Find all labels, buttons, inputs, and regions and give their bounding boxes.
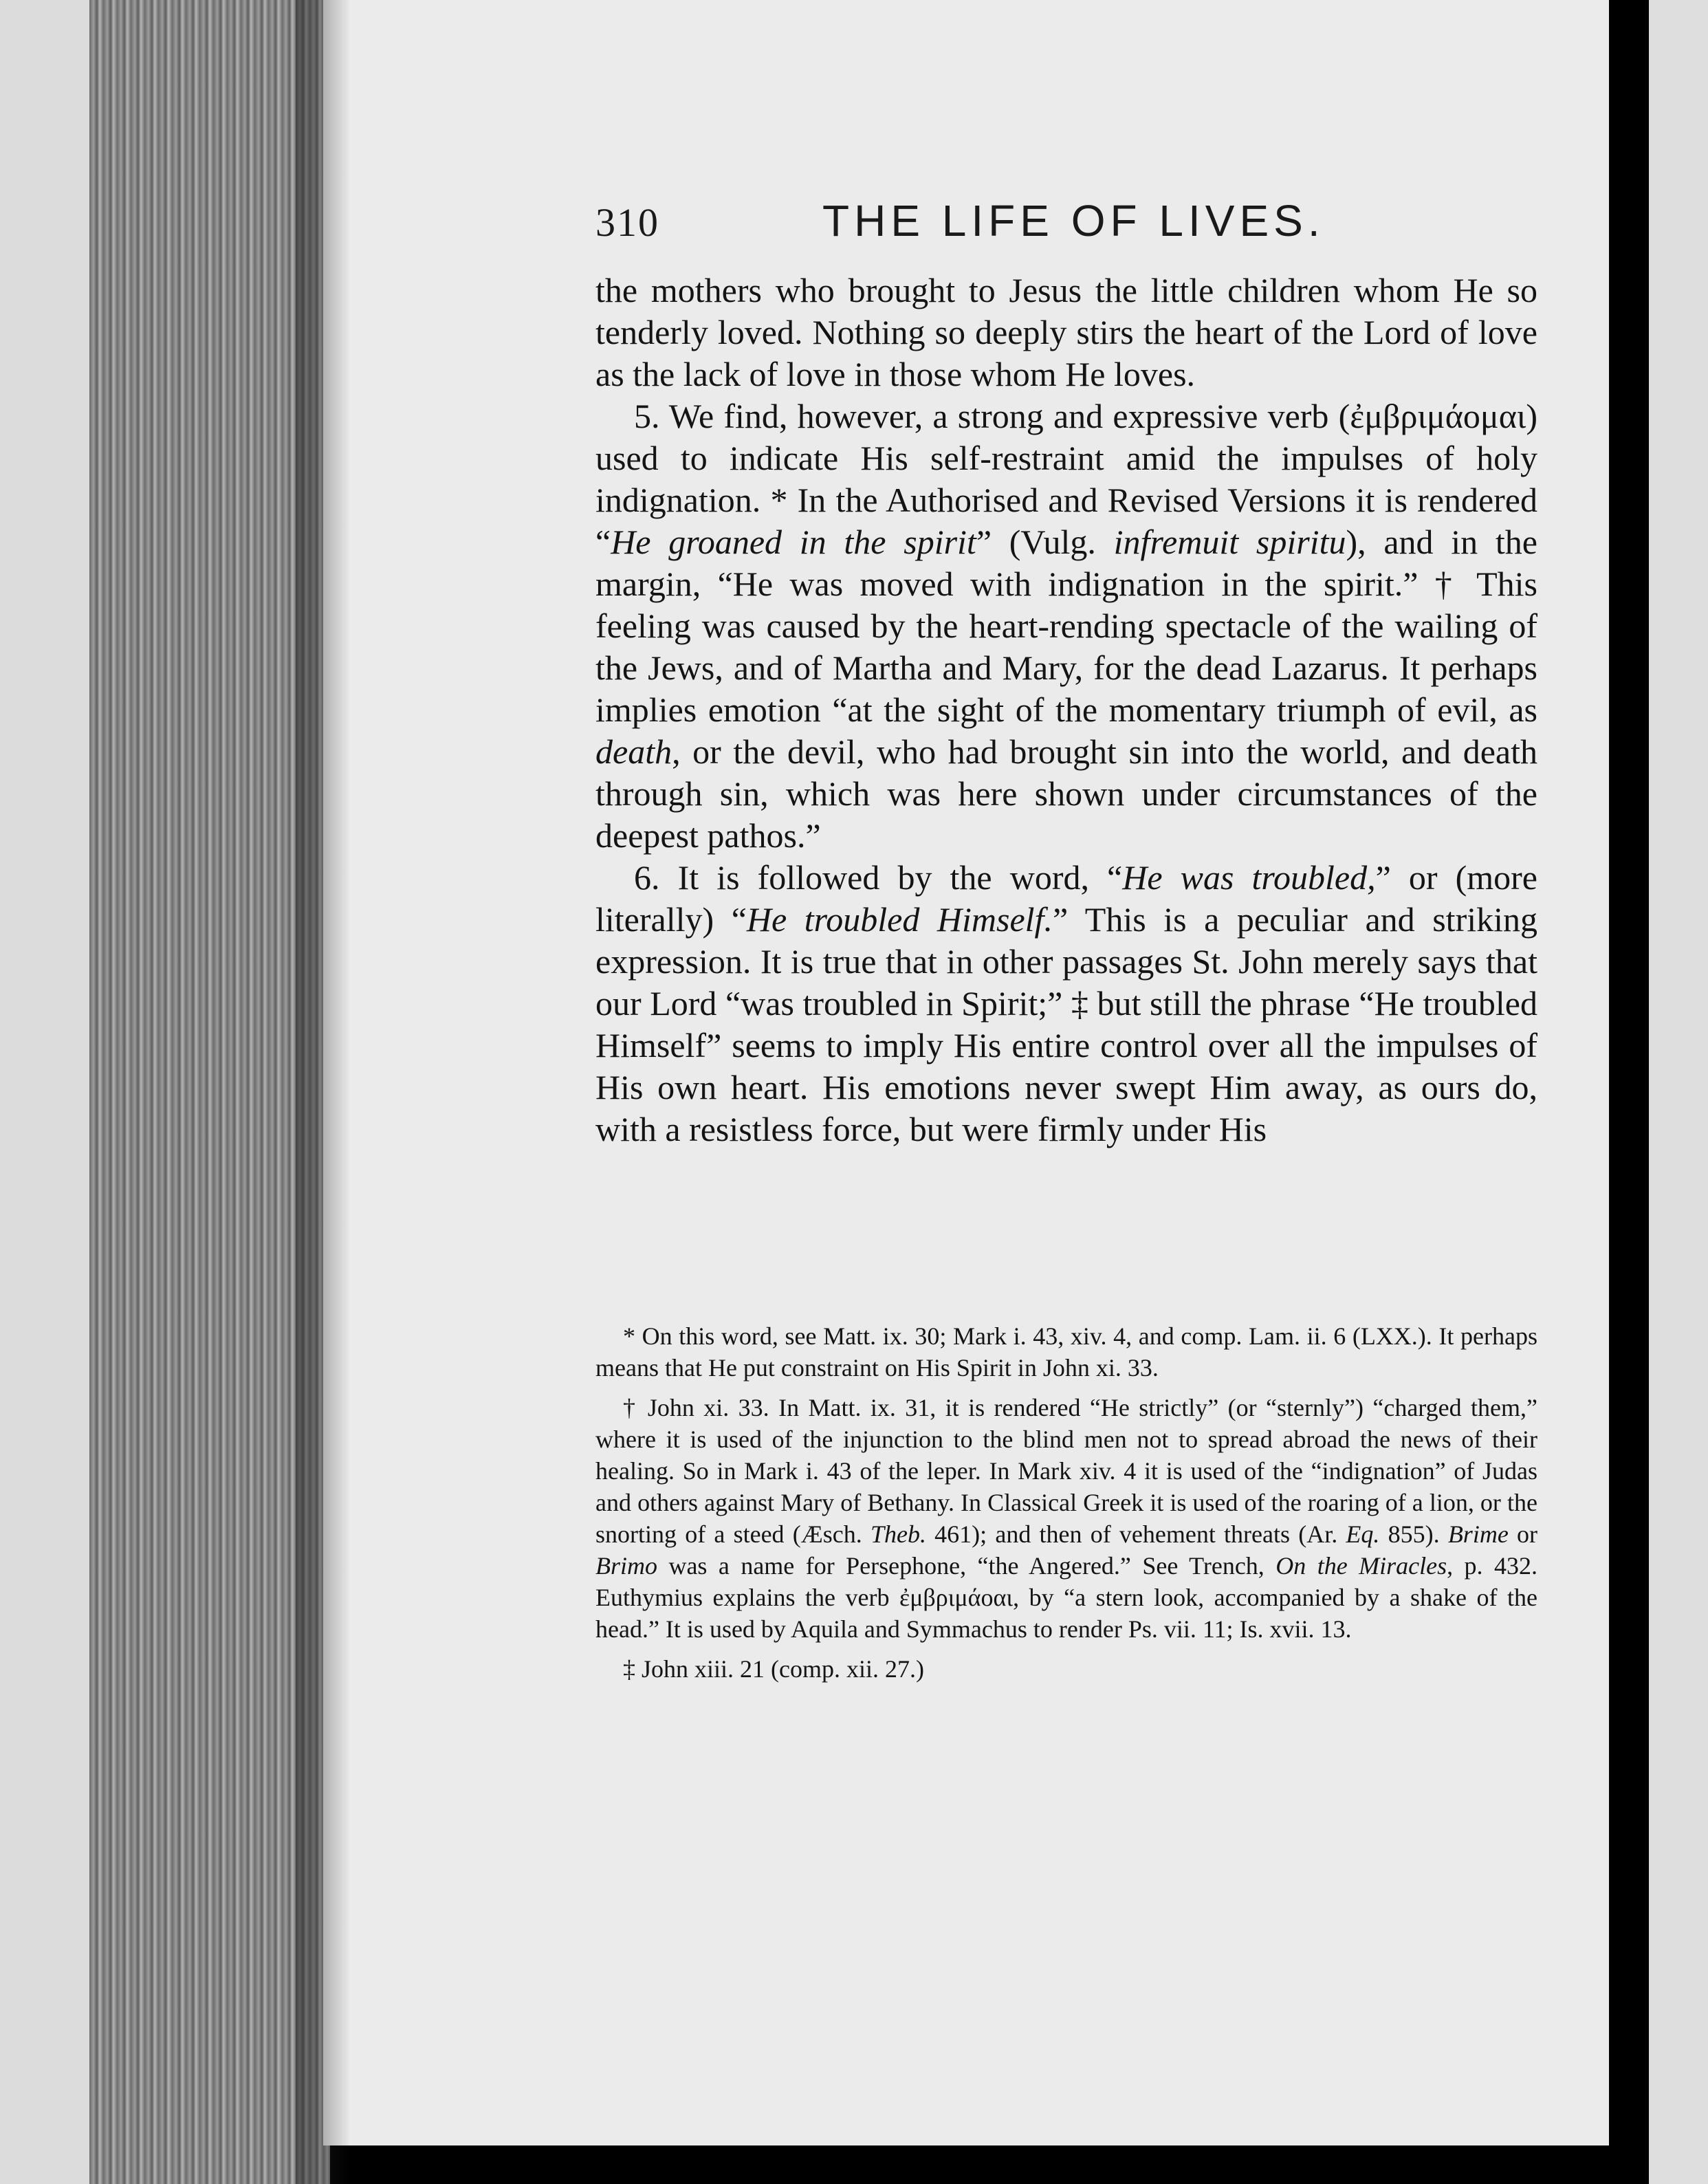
page-header: [595, 180, 1455, 249]
page-number: 310: [595, 200, 659, 245]
facing-page-edge: [1649, 0, 1708, 2184]
footnote-dagger: † John xi. 33. In Matt. ix. 31, it is rendered “He strictly” (or “sternly”) “charged them,” where it is used of the injunction to the blind men not to spread abroad the news of their healing. So in Mark i. 43 of the leper. In Mark xiv. 4 it is used of the “indignation” of Judas and others against Mary of Bethany. In Classical Greek it is used of the roaring of a lion, or the snorting of a steed (Æsch. Theb. 461); and then of vehement threats (Ar. Eq. 855). Brime or Brimo was a name for Persephone, “the Angered.” See Trench, On the Miracles, p. 432. Euthymius explains the verb ἐμβριμάοαι, by “a stern look, accompanied by a shake of the head.” It is used by Aquila and Symmachus to render Ps. vii. 11; Is. xvii. 13.: [595, 1394, 1538, 1643]
left-scan-margin: [0, 0, 89, 2184]
running-title: THE LIFE OF LIVES.: [822, 196, 1325, 245]
body-text: [595, 270, 1537, 1150]
footnote-star: * On this word, see Matt. ix. 30; Mark i. 43, xiv. 4, and comp. Lam. ii. 6 (LXX.). It perhaps means that He put constraint on His Spirit in John xi. 33.: [595, 1322, 1537, 1382]
gutter-shadow: [296, 0, 351, 2184]
paragraph-continuation: the mothers who brought to Jesus the little children whom He so tenderly loved. Nothing so deeply stirs the heart of the Lord of love as the lack of love in those whom He loves.: [595, 271, 1537, 393]
footnotes: [595, 1320, 1537, 1693]
book-page-edges: [89, 0, 330, 2184]
paragraph-6: 6. It is followed by the word, “He was troubled,” or (more literally) “He troubled Himself.” This is a peculiar and striking expression. It is true that in other passages St. John merely says that our Lord “was troubled in Spirit;” ‡ but still the phrase “He troubled Himself” seems to imply His entire control over all the impulses of His own heart. His emotions never swept Him away, as ours do, with a resistless force, but were firmly under His: [595, 858, 1538, 1148]
paragraph-5: 5. We find, however, a strong and expressive verb (ἐμβριμάομαι) used to indicate His self-restraint amid the impulses of holy indignation. * In the Authorised and Revised Versions it is rendered “He groaned in the spirit” (Vulg. infremuit spiritu), and in the margin, “He was moved with indignation in the spirit.” † This feeling was caused by the heart-rending spectacle of the wailing of the Jews, and of Martha and Mary, for the dead Lazarus. It perhaps implies emotion “at the sight of the momentary triumph of evil, as death, or the devil, who had brought sin into the world, and death through sin, which was here shown under circumstances of the deepest pathos.”: [595, 397, 1538, 855]
footnote-double-dagger: ‡ John xiii. 21 (comp. xii. 27.): [623, 1655, 924, 1683]
